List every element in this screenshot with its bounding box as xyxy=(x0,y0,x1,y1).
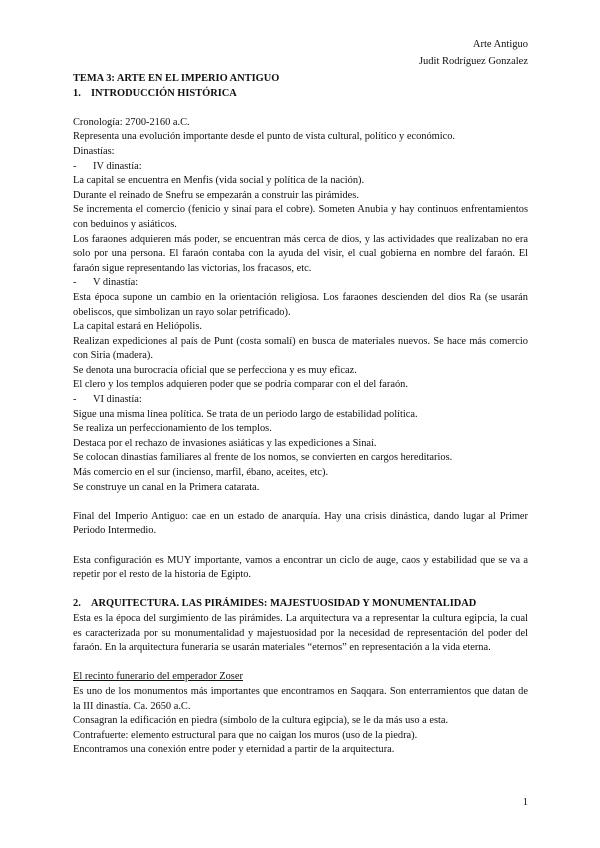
zoser-paragraph: Contrafuerte: elemento estructural para que no caigan los muros (uso de la piedra). xyxy=(73,729,418,741)
dynasty-6-paragraph: Destaca por el rechazo de invasiones asiáticas y las expediciones a Sinaí. xyxy=(73,437,377,449)
dynasty-4-paragraph: Se incrementa el comercio (fenicio y sinaí para el cobre). Someten Anubia y hay continuos enfrentamientos con beduinos y asiáticos. xyxy=(73,204,528,230)
section-1-title: INTRODUCCIÓN HISTÓRICA xyxy=(91,87,237,99)
dynasty-6-paragraph: Se realiza un perfeccionamiento de los templos. xyxy=(73,423,272,435)
header-subject: Arte Antiguo xyxy=(472,39,528,50)
section-1-heading xyxy=(73,87,528,102)
dynasty-6-paragraph: Se construye un canal en la Primera catarata. xyxy=(73,481,260,493)
page-header xyxy=(419,36,528,70)
dynasty-5-label: - V dinastía: xyxy=(73,277,139,289)
dynasty-5-paragraph: El clero y los templos adquieren poder que se podría comparar con el del faraón. xyxy=(73,379,408,391)
header-author: Judit Rodríguez Gonzalez xyxy=(418,56,528,67)
zoser-paragraph: Es uno de los monumentos más importantes que encontramos en Saqqara. Son enterramientos que datan de la III dinastía. Ca. 2650 a.C. xyxy=(73,685,528,712)
intro-summary: Representa una evolución importante desde el punto de vista cultural, político y económico. xyxy=(73,131,456,143)
section-1-number: 1. xyxy=(73,87,81,99)
config-paragraph: Esta configuración es MUY importante, vamos a encontrar un ciclo de auge, caos y estabilidad que se va a repetir por el resto de la historia de Egipto. xyxy=(73,554,528,581)
dynasty-4-paragraph: Durante el reinado de Snefru se empezarán a construir las pirámides. xyxy=(73,189,359,201)
zoser-paragraph: Encontramos una conexión entre poder y eternidad a partir de la arquitectura. xyxy=(73,744,395,756)
document-title: TEMA 3: ARTE EN EL IMPERIO ANTIGUO xyxy=(73,73,280,84)
dynasty-5-paragraph: Realizan expediciones al país de Punt (costa somalí) en busca de materiales nuevos. Se hace más comercio con Siria (madera). xyxy=(73,335,528,362)
final-paragraph: Final del Imperio Antiguo: cae en un estado de anarquía. Hay una crisis dinástica, dando lugar al Primer Periodo Intermedio. xyxy=(73,510,528,537)
section-2-heading xyxy=(73,597,528,612)
intro-chronology: Cronología: 2700-2160 a.C. xyxy=(73,116,190,128)
section-2-number: 2. xyxy=(73,598,81,610)
page-number: 1 xyxy=(522,797,528,808)
dynasty-6-paragraph: Se colocan dinastías familiares al frente de los nomos, se convierten en cargos hereditarios. xyxy=(73,452,453,464)
dynasty-4-label: - IV dinastía: xyxy=(73,160,142,172)
zoser-paragraph: Consagran la edificación en piedra (símbolo de la cultura egipcia), se le da más uso a esta. xyxy=(73,715,449,727)
dynasty-5-paragraph: Esta época supone un cambio en la orientación religiosa. Los faraones descienden del dios Ra (se usarán obeliscos, que simbolizan un rayo solar petrificado). xyxy=(73,291,528,318)
dynasty-4-paragraph: La capital se encuentra en Menfis (vida social y política de la nación). xyxy=(73,175,365,187)
zoser-heading: El recinto funerario del emperador Zoser xyxy=(73,671,243,683)
dynasty-5-paragraph: Se denota una burocracia oficial que se perfecciona y es muy eficaz. xyxy=(73,364,357,376)
architecture-intro: Esta es la época del surgimiento de las pirámides. La arquitectura va a representar la cultura egipcia, la cual es caracterizada por su monumentalidad y majestuosidad por la necesidad de representación del poder del faraón. En la arquitectura funeraria se usarán materiales “eternos” en representación a la vida eterna. xyxy=(73,612,528,654)
dynasty-6-label: - VI dinastía: xyxy=(73,394,142,406)
intro-dynasties: Dinastías: xyxy=(73,145,115,157)
dynasty-6-paragraph: Sigue una misma línea política. Se trata de un periodo largo de estabilidad política. xyxy=(73,408,418,420)
dynasty-5-paragraph: La capital estará en Heliópolis. xyxy=(73,321,202,333)
document-body xyxy=(73,72,528,758)
section-2-title: ARQUITECTURA. LAS PIRÁMIDES: MAJESTUOSIDAD Y MONUMENTALIDAD xyxy=(91,598,477,610)
dynasty-6-paragraph: Más comercio en el sur (incienso, marfil, ébano, aceites, etc). xyxy=(73,467,329,479)
dynasty-4-paragraph: Los faraones adquieren más poder, se encuentran más cerca de dios, y las actividades que realizaban no era solo por una persona. El faraón contaba con la ayuda del visir, el cual gobierna en nombre del faraón. El faraón sigue representando las victorias, los fracasos, etc. xyxy=(73,233,528,274)
